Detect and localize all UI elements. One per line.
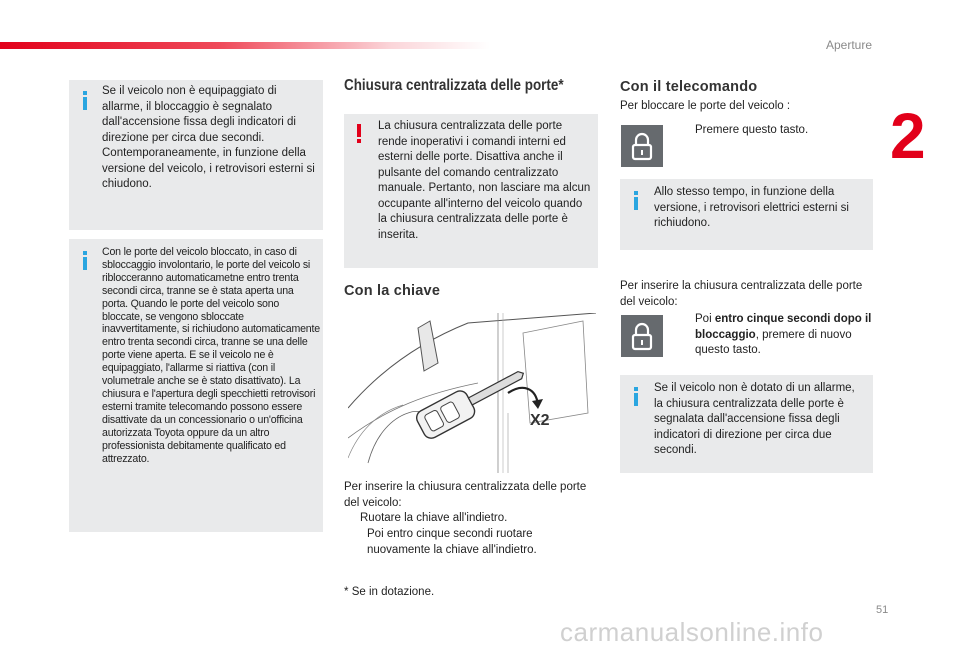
info-box-mirrors (620, 179, 873, 250)
warning-text: La chiusura centralizzata delle porte rende inoperativi i comandi interni ed esterni delle porte. Disattiva anche il pulsante del comando centralizzato manuale. Pertanto, non lasciare ma alcun occupante all'interno del veicolo quando la chiusura centralizzata delle porte è inserita. (378, 120, 591, 241)
remote-lock-button-image (621, 125, 663, 167)
footnote: * Se in dotazione. (344, 586, 435, 598)
chapter-number: 2 (890, 100, 926, 172)
key-step-2-bullet (344, 527, 360, 543)
watermark: carmanualsonline.info (560, 617, 824, 647)
remote-step-1: Premere questo tasto. (695, 124, 809, 136)
subtitle-with-key: Con la chiave (344, 283, 441, 299)
key-illustration (348, 313, 596, 473)
info-icon (634, 387, 638, 406)
warning-box (344, 114, 598, 268)
info-text-relock: Con le porte del veicolo bloccato, in caso di sbloccaggio involontario, le porte del veicolo si riblocceranno automaticametne entro trenta secondi circa, tranne se è stata aperta una porta. Quando le porte del veicolo sono bloccate, se vengono sbloccate inavvertitamente, si richiudono automaticamente entro trenta secondi circa, tranne se una delle porte viene aperta. E se il veicolo ne è equipaggiato, l'allarme si riattiva (con il volumetrale anche se è stato disattivato). La chiusura e l'apertura degli specchietti retrovisori esterni tramite telecomando possono essere disattivate da un concessionario o un'officina autorizzata Toyota oppure da un altro professionista debitamente qualificato ed attrezzato. (102, 246, 320, 465)
chapter-title: Aperture (826, 38, 873, 52)
info-text-no-alarm: Se il veicolo non è dotato di un allarme, la chiusura centralizzata delle porte è segnalata dall'accensione fissa degli indicatori di direzione per circa due secondi. (654, 382, 855, 456)
remote-intro-text: Per bloccare le porte del veicolo : (620, 100, 791, 112)
lock-icon (621, 125, 663, 167)
key-intro-text: Per inserire la chiusura centralizzata delle porte del veicolo: (344, 481, 587, 509)
key-turn-count-label: X2 (530, 412, 550, 429)
info-text-mirrors: Allo stesso tempo, in funzione della versione, i retrovisori elettrici esterni si richiudono. (654, 186, 849, 229)
lock-icon (621, 315, 663, 357)
info-box-relock (69, 239, 323, 532)
remote-step-2: Poi entro cinque secondi dopo il bloccaggio, premere di nuovo questo tasto. (695, 313, 872, 356)
remote-lock-button-image-2 (621, 315, 663, 357)
section-title-central-locking: Chiusura centralizzata delle porte* (344, 77, 564, 94)
subtitle-with-remote: Con il telecomando (620, 79, 758, 95)
info-icon (83, 251, 87, 270)
key-step-2: Poi entro cinque secondi ruotare nuovamente la chiave all'indietro. (367, 528, 537, 556)
remote-intro-2: Per inserire la chiusura centralizzata delle porte del veicolo: (620, 280, 863, 308)
warning-icon (357, 124, 361, 143)
page-number: 51 (876, 604, 889, 616)
key-step-1: Ruotare la chiave all'indietro. (360, 512, 508, 524)
info-box-no-alarm (620, 375, 873, 473)
info-icon (83, 91, 87, 110)
info-icon (634, 191, 638, 210)
info-text-alarm: Se il veicolo non è equipaggiato di allarme, il bloccaggio è segnalato dall'accensione fissa degli indicatori di direzione per circa due secondi. Contemporaneamente, in funzione della versione del veicolo, i retrovisori esterni si chiudono. (102, 85, 315, 190)
info-box-alarm (69, 80, 323, 230)
header-red-bar (0, 42, 490, 49)
